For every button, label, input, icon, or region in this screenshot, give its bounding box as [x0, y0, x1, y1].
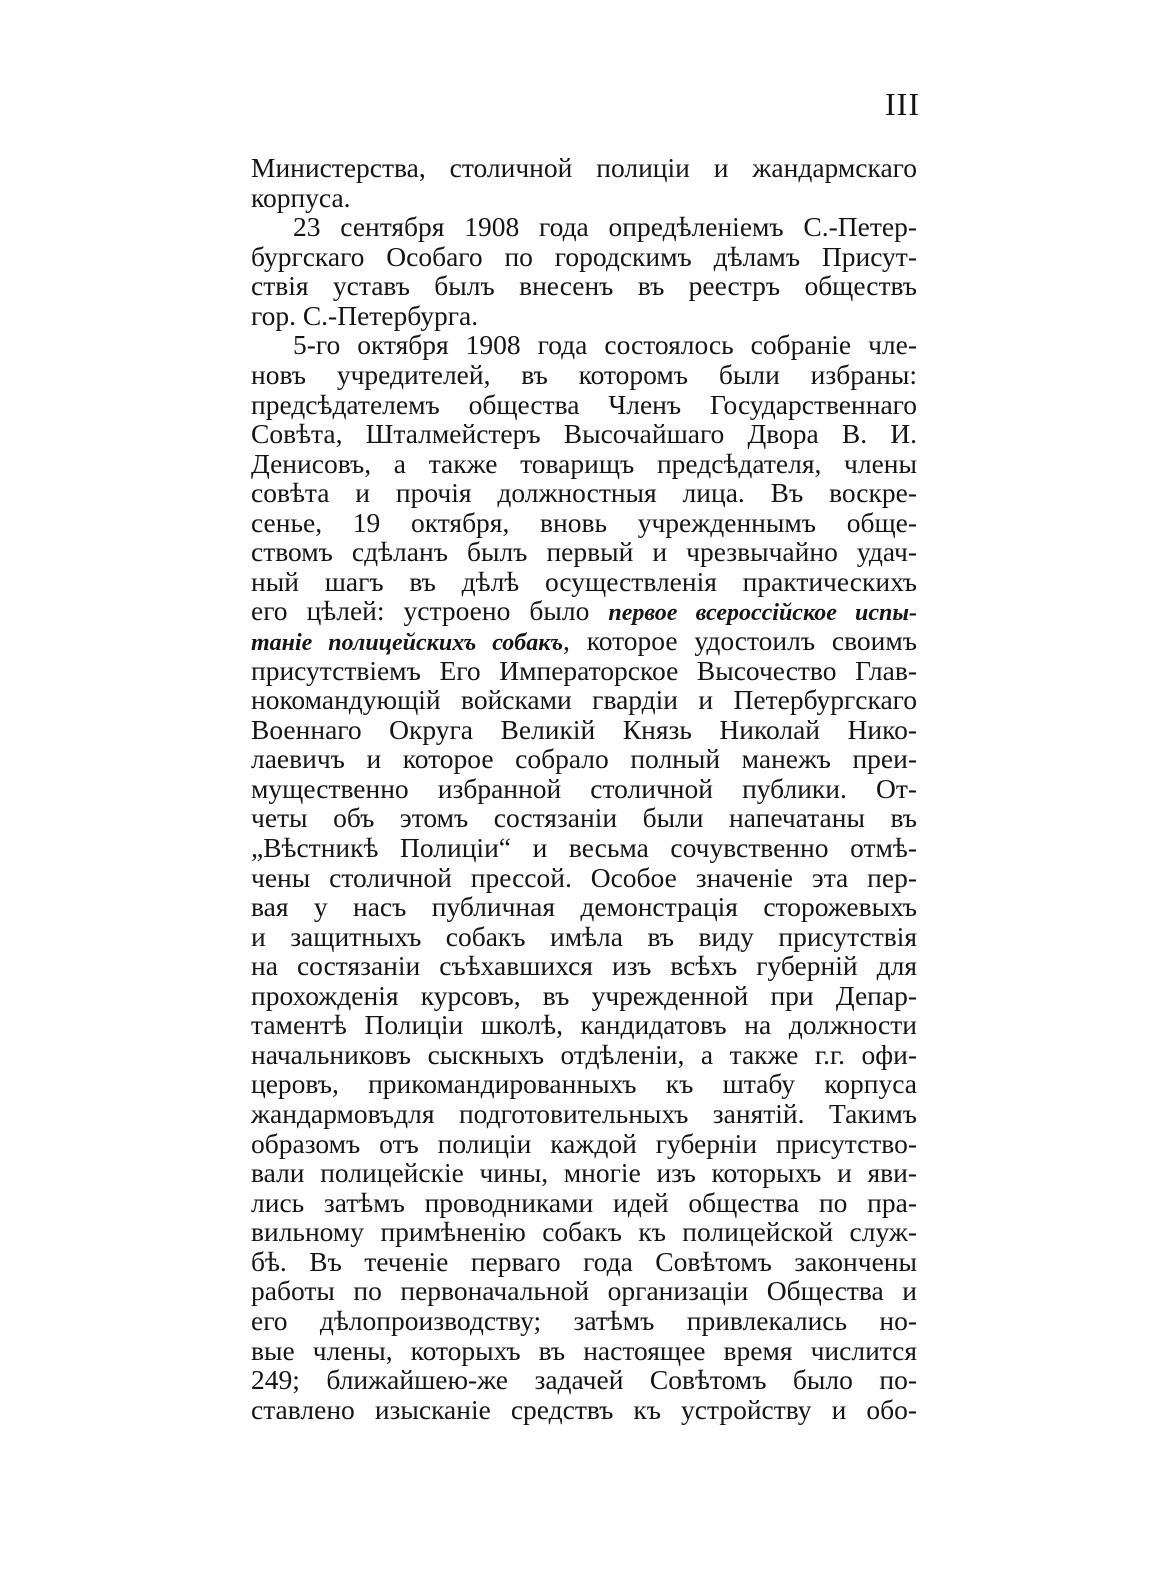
- text-line: образомъ отъ полиціи каждой губерніи присутство-: [251, 1127, 917, 1159]
- text-line: ставлено изысканіе средствъ къ устройству и обо-: [251, 1393, 917, 1425]
- text-line: церовъ, прикомандированныхъ къ штабу корпуса: [251, 1068, 917, 1100]
- text-line: нокомандующій войсками гвардіи и Петербургскаго: [251, 684, 917, 716]
- text-line: его дѣлопроизводству; затѣмъ привлекались но-: [251, 1304, 917, 1336]
- text-line: новъ учредителей, въ которомъ были избраны:: [251, 358, 917, 390]
- text-line: бѣ. Въ теченіе перваго года Совѣтомъ закончены: [251, 1245, 917, 1277]
- page-number: III: [885, 86, 920, 122]
- italic-emphasis: таніе полицейскихъ собакъ: [251, 630, 564, 656]
- text-line: Военнаго Округа Великій Князь Николай Нико-: [251, 713, 917, 745]
- text-line-with-italic: [251, 626, 917, 656]
- text-line: ствомъ сдѣланъ былъ первый и чрезвычайно удач-: [251, 536, 917, 568]
- text-line: мущественно избранной столичной публики. От-: [251, 772, 917, 804]
- text-line: вые члены, которыхъ въ настоящее время числится: [251, 1334, 917, 1366]
- text-line: чены столичной прессой. Особое значеніе эта пер-: [251, 861, 917, 893]
- text-segment: его цѣлей: устроено было: [251, 595, 609, 627]
- text-line-with-italic: [251, 596, 917, 626]
- text-line: на состязаніи съѣхавшихся изъ всѣхъ губерній для: [251, 950, 917, 982]
- text-line: корпуса.: [251, 181, 351, 213]
- text-line: Совѣта, Шталмейстеръ Высочайшаго Двора В. И.: [251, 418, 917, 450]
- text-line: вали полицейскіе чины, многіе изъ которыхъ и яви-: [251, 1157, 917, 1189]
- text-line: совѣта и прочія должностныя лица. Въ воскре-: [251, 477, 917, 509]
- text-line: присутствіемъ Его Императорское Высочество Глав-: [251, 654, 917, 686]
- text-line: ный шагъ въ дѣлѣ осуществленія практическихъ: [251, 565, 917, 597]
- text-line: Денисовъ, а также товарищъ предсѣдателя, члены: [251, 447, 917, 479]
- text-line: бургскаго Особаго по городскимъ дѣламъ Присут-: [251, 240, 917, 272]
- text-line: работы по первоначальной организаціи Общества и: [251, 1275, 917, 1307]
- text-line: жандармовъдля подготовительныхъ занятій. Такимъ: [251, 1098, 917, 1129]
- text-line: прохожденія курсовъ, въ учрежденной при Депар-: [251, 979, 917, 1011]
- text-line: вая у насъ публичная демонстрація сторожевыхъ: [251, 891, 917, 923]
- paragraph-first-line: 5-го октября 1908 года состоялось собраніе чле-: [293, 329, 917, 361]
- italic-emphasis: первое всероссійское испы-: [608, 600, 917, 627]
- text-line: таментѣ Полиціи школѣ, кандидатовъ на должности: [251, 1009, 917, 1041]
- text-line: начальниковъ сыскныхъ отдѣленіи, а также г.г. офи-: [251, 1038, 917, 1070]
- paragraph-first-line: 23 сентября 1908 года опредѣленіемъ С.-Петер-: [293, 211, 917, 243]
- text-line: предсѣдателемъ общества Членъ Государственнаго: [251, 388, 917, 420]
- text-line: ствія уставъ былъ внесенъ въ реестръ обществъ: [251, 270, 917, 302]
- text-line: вильному примѣненію собакъ къ полицейской служ-: [251, 1216, 917, 1248]
- text-line: лаевичъ и которое собрало полный манежъ преи-: [251, 743, 917, 775]
- text-line: 249; ближайшею-же задачей Совѣтомъ было по-: [251, 1364, 917, 1396]
- text-line: и защитныхъ собакъ имѣла въ виду присутствія: [251, 920, 917, 952]
- body-text: [251, 153, 917, 1424]
- text-line: лись затѣмъ проводниками идей общества по пра-: [251, 1186, 917, 1218]
- text-line: Министерства, столичной полиціи и жандармскаго: [251, 152, 917, 183]
- text-line: гор. С.-Петербурга.: [251, 299, 479, 331]
- text-line: четы объ этомъ состязаніи были напечатаны въ: [251, 802, 917, 834]
- text-segment: , которое удостоилъ своимъ: [563, 625, 917, 656]
- text-line: сенье, 19 октября, вновь учрежденнымъ обще-: [251, 506, 917, 538]
- text-line: „Вѣстникѣ Полиціи“ и весьма сочувственно отмѣ-: [251, 831, 917, 863]
